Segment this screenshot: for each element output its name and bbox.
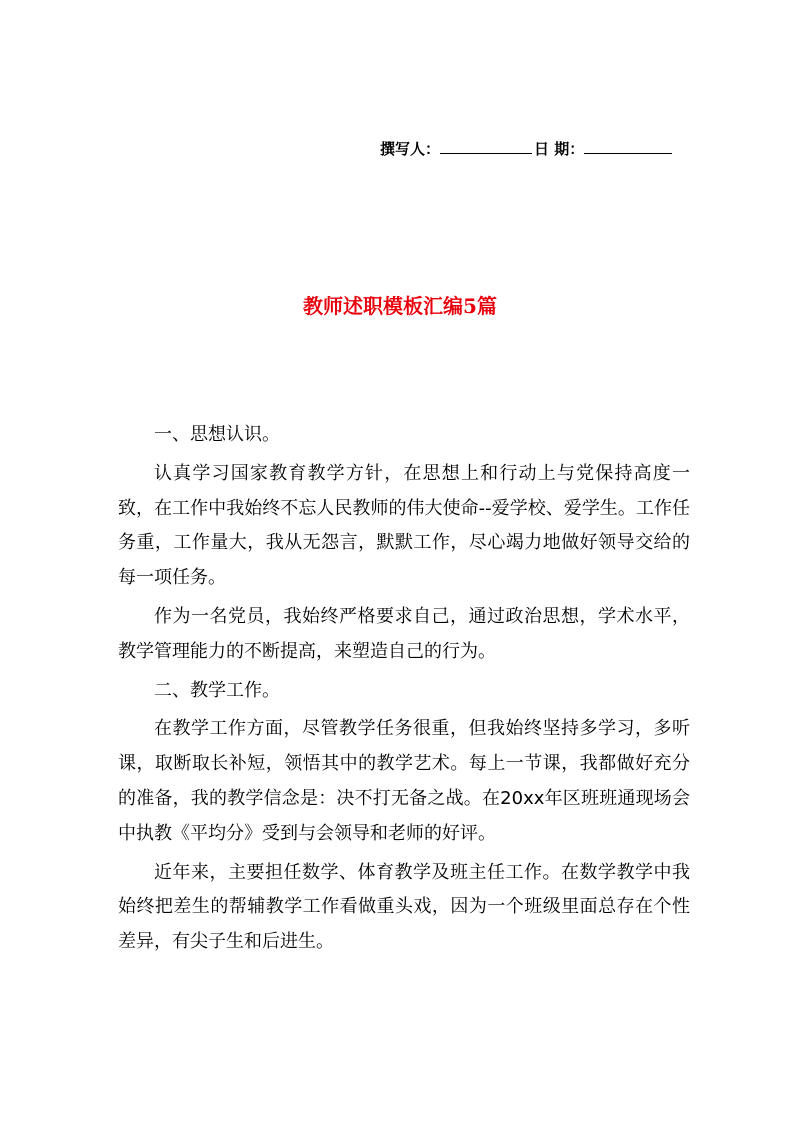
document-title: 教师述职模板汇编5篇 xyxy=(303,294,497,318)
section-heading-thought: 一、思想认识。 xyxy=(154,424,280,445)
date-label: 日 期： xyxy=(534,140,585,158)
paragraph: 近年来，主要担任数学、体育教学及班主任工作。在数学教学中我始终把差生的帮辅教学工作看做重头戏，因为一个班级里面总存在个性差异，有尖子生和后进生。 xyxy=(118,861,690,953)
author-blank xyxy=(440,139,532,154)
document-body xyxy=(118,418,690,964)
paragraph: 作为一名党员，我始终严格要求自己，通过政治思想，学术水平，教学管理能力的不断提高，来塑造自己的行为。 xyxy=(118,605,690,662)
author-label: 撰写人： xyxy=(380,140,441,158)
section-heading-teaching: 二、教学工作。 xyxy=(154,679,280,701)
date-blank xyxy=(584,139,672,154)
paragraph: 在教学工作方面，尽管教学任务很重，但我始终坚持多学习，多听课，取断取长补短，领悟其中的教学艺术。每上一节课，我都做好充分的准备，我的教学信念是：决不打无备之战。在20xx年区班班通现场会中执教《平均分》受到与会领导和老师的好评。 xyxy=(118,718,690,844)
paragraph: 认真学习国家教育教学方针，在思想上和行动上与党保持高度一致，在工作中我始终不忘人民教师的伟大使命--爱学校、爱学生。工作任务重，工作量大，我从无怨言，默默工作，尽心竭力地做好领导交给的每一项任务。 xyxy=(118,462,690,589)
author-date-line xyxy=(380,138,700,159)
